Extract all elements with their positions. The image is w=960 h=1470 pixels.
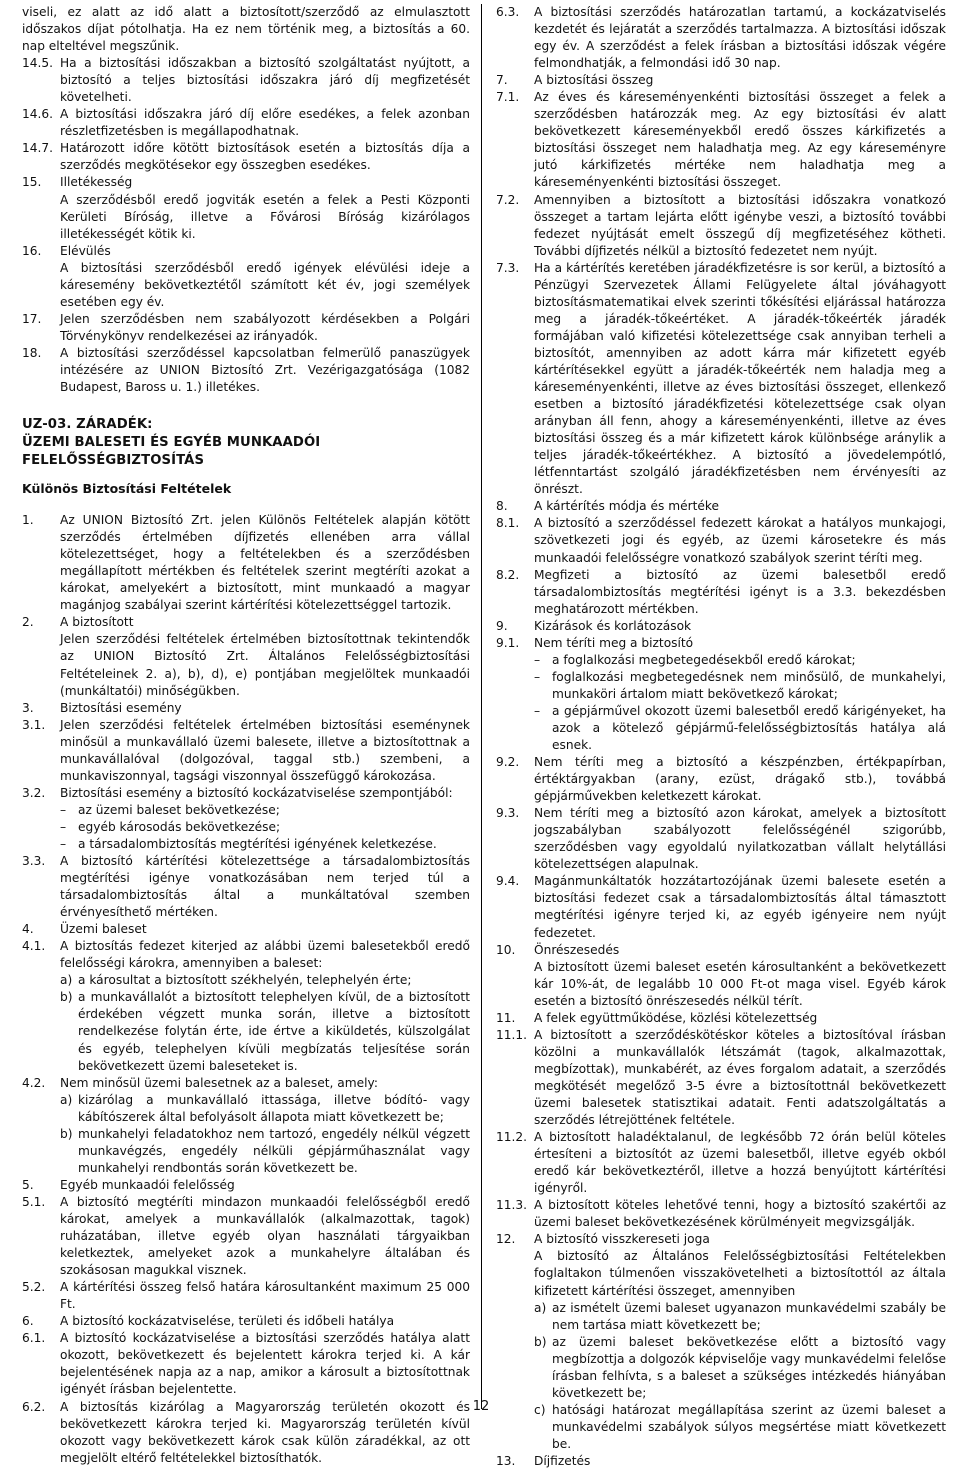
list-item-text: kizárólag a munkavállaló ittassága, illetve bódító- vagy kábítószerek által befolyásolt állapota miatt következett be; [78, 1092, 470, 1124]
left-column [22, 4, 470, 1467]
clause-text: A biztosító a szerződéssel fedezett károkat a hatályos munkajogi, szövetkezeti jogi és egyéb, az üzemi károsetekre és más munkaadói felelősségre vonatkozó szabályok szerint téríti meg. [534, 516, 946, 565]
clause-text: Elévülés [60, 243, 111, 258]
list-item [60, 1092, 470, 1126]
clause-number: 9.2. [496, 755, 520, 770]
clause-body: Jelen szerződési feltételek értelmében biztosítottnak tekintendők az UNION Biztosító Zrt. Általános Felelősségbiztosítási Feltételeinek 2. a), b), d), e) pontjában megjelöltek munkaadói (munkáltatói) minőségükben. [60, 632, 470, 698]
clause [22, 1399, 470, 1467]
clause [496, 754, 946, 805]
list-item-text: a gépjárművel okozott üzemi balesetből eredő kárigényeket, ha azok a kötelező gépjármű-felelősségbiztosítás hatálya alá esnek. [552, 703, 946, 753]
list-item [534, 1300, 946, 1334]
clause [22, 345, 470, 396]
clause [22, 785, 470, 853]
clause-number: 15. [22, 175, 42, 190]
clause-number: 5.1. [22, 1194, 46, 1209]
clause [496, 942, 946, 1010]
spacer [22, 406, 470, 416]
clause-text: A biztosító kártérítési kötelezettsége a társadalombiztosítás megtérítési igénye vonatkozásában nem terjed túl a társadalombiztosítás által a munkáltatóval szemben érvényesíthető mértéken. [60, 854, 470, 920]
clause-text: A kártérítési összeg felső határa károsultanként maximum 25 000 Ft. [60, 1280, 470, 1312]
list-item-text: a károsultat a biztosított székhelyén, telephelyén érte; [78, 973, 412, 988]
clause-text: Nem téríti meg a biztosító a készpénzben, értékpapírban, értéktárgyakban (arany, ezüst, drágakő stb.), továbbá gépjárművekben keletkezett károkat. [534, 755, 946, 804]
clause-text: A biztosítási összeg [534, 73, 654, 88]
clause [496, 498, 946, 515]
clause-number: 2. [22, 615, 34, 630]
clause [496, 260, 946, 499]
clause-number: 5.2. [22, 1280, 46, 1295]
clause [22, 1177, 470, 1194]
clause-text: Az UNION Biztosító Zrt. jelen Különös Feltételek alapján kötött szerződés értelmében díjfizetés ellenében arra vállal kötelezettséget, hogy a feltételekben és a szerződésben megállapított mértékben és feltételek szerint megtéríti azokat a károkat, amelyekért a biztosított, mint munkaadó a magyar magánjog szabályai szerint kártérítési kötelezettséggel tartozik. [60, 513, 470, 613]
list-item [60, 819, 470, 836]
list-item [534, 652, 946, 669]
clause [22, 700, 470, 717]
clause [22, 140, 470, 174]
clause [496, 515, 946, 566]
clause [22, 921, 470, 938]
clause [496, 873, 946, 941]
clause-text: Üzemi baleset [60, 922, 147, 937]
list-item-text: a foglalkozási megbetegedésekből eredő károkat; [552, 652, 856, 667]
clause-number: 8.2. [496, 567, 520, 582]
list-item-text: a társadalombiztosítás megtérítési igényének keletkezése. [78, 836, 437, 851]
list-marker: – [534, 703, 541, 718]
clause-text: A biztosított haladéktalanul, de legkésőbb 72 órán belül köteles értesíteni a biztosítót az üzemi balesetből, illetve egyéb okból eredő kár bekövetkeztéről, illetve a hozzá benyújtott kártérítési igényről. [534, 1130, 946, 1196]
clause-text: Biztosítási esemény a biztosító kockázatviselése szempontjából: [60, 785, 453, 800]
clause-number: 1. [22, 513, 34, 528]
clause [496, 1129, 946, 1197]
list-item [60, 989, 470, 1074]
clause-number: 3. [22, 700, 34, 715]
clause [496, 805, 946, 873]
clause-number: 6.3. [496, 5, 520, 19]
clause-number: 6. [22, 1314, 34, 1329]
clause-number: 6.1. [22, 1331, 46, 1346]
spacer [22, 470, 470, 480]
list-marker: – [60, 819, 67, 834]
clause-number: 14.5. [22, 56, 54, 71]
clause-text: viseli, ez alatt az idő alatt a biztosított/szerződő az elmulasztott időszakos díjat pótolhatja. Ha ez nem történik meg, a biztosítás a 60. nap elteltével megszűnik. [22, 5, 470, 54]
clause-body: A szerződésből eredő jogviták esetén a felek a Pesti Központi Kerületi Bíróság, illetve a Fővárosi Bíróság kizárólagos illetékességét kötik ki. [60, 192, 470, 241]
clause [22, 1330, 470, 1398]
list-marker: c) [534, 1402, 546, 1417]
clause [496, 89, 946, 191]
clause [496, 192, 946, 260]
clause-number: 3.3. [22, 854, 46, 869]
clause-text: Ha a biztosítási időszakban a biztosító szolgáltatást nyújtott, a biztosító a teljes biztosítási időszakra járó díj megfizetését követelheti. [60, 56, 470, 105]
list-item [60, 1126, 470, 1177]
clause [22, 1075, 470, 1177]
clause [22, 614, 470, 699]
clause-text: A biztosító visszkereseti joga [534, 1232, 710, 1247]
clause-text: Magánmunkáltatók hozzátartozójának üzemi balesete esetén a biztosítási fedezet csak a társadalombiztosítás által támasztott megtérítési igényre terjed ki, az egyéb igényeire nem nyújt fedezetet. [534, 874, 946, 940]
clause [22, 1279, 470, 1313]
page-number: 12 [472, 1399, 490, 1414]
clause [22, 174, 470, 242]
clause [496, 618, 946, 635]
list-item-text: egyéb károsodás bekövetkezése; [78, 819, 281, 834]
clause [22, 853, 470, 921]
section-title: ÜZEMI BALESETI ÉS EGYÉB MUNKAADÓI FELELŐSSÉGBIZTOSÍTÁS [22, 435, 321, 469]
clause-text: A biztosított [60, 615, 134, 630]
clause [496, 635, 946, 754]
list-item-text: munkahelyi feladatokhoz nem tartozó, engedély nélkül végzett munkavégzés, engedély nélküli gépjárműhasználat vagy munkahelyi rendbontás során következett be. [78, 1126, 470, 1175]
clause [496, 1231, 946, 1453]
list-item [534, 1334, 946, 1402]
clause-number: 16. [22, 243, 42, 258]
clause-text: A biztosított köteles lehetővé tenni, hogy a biztosító szakértői az üzemi baleset bekövetkezésének körülményeit megvizsgálják. [534, 1198, 946, 1230]
clause-text: A biztosítás kizárólag a Magyarország területén okozott és bekövetkezett károkra terjed ki. Magyarország területén kívül okozott vagy bekövetkezett károk csak külön záradékkal, az ott megjelölt eltérő feltételekkel biztosíthatók. [60, 1399, 470, 1465]
clause-number: 9. [496, 618, 508, 633]
clause-number: 14.6. [22, 107, 54, 122]
clause-text: A biztosítási szerződés határozatlan tartamú, a kockázatviselés kezdetét és lejáratát a szerződés tartalmazza. A biztosítási időszak egy év. A szerződést a felek írásban a biztosítási időszak végére felmondhatják, a felmondási idő 30 nap. [534, 5, 946, 71]
list-marker: a) [534, 1300, 547, 1315]
clause-number: 8.1. [496, 516, 520, 531]
clause-number: 7.3. [496, 260, 520, 275]
spacer [22, 396, 470, 406]
clause-number: 11. [496, 1010, 516, 1025]
list-marker: b) [60, 990, 73, 1005]
clause-body: A biztosított üzemi baleset esetén károsultanként a bekövetkezett kár 10%-át, de legalább 10 000 Ft-ot maga visel. Egyéb károk esetén a biztosító önrészesedés nélkül térít. [534, 959, 946, 1008]
list-item [534, 703, 946, 754]
clause-number: 11.1. [496, 1027, 528, 1042]
clause-text: Határozott időre kötött biztosítások esetén a biztosítás díja a szerződés megkötésekor egy összegben esedékes. [60, 141, 470, 173]
list-marker: – [60, 802, 67, 817]
clause-text: Nem téríti meg a biztosító azon károkat, amelyek a biztosított jogszabályban szabályozott felelősségénél szigorúbb, szerződésben vagy egyoldalú nyilatkozatban vállalt helytállási kötelezettségen alapulnak. [534, 806, 946, 872]
list-item-text: hatósági határozat megállapítása szerint az üzemi baleset a munkavédelmi szabályok súlyos megsértése miatt következett be. [552, 1402, 946, 1451]
clause-text: Nem téríti meg a biztosító [534, 635, 694, 650]
clause [496, 1453, 946, 1470]
clause-number: 13. [496, 1453, 516, 1468]
list-marker: b) [60, 1126, 73, 1141]
clause-text: Az éves és káreseményenkénti biztosítási összeget a felek a szerződésben határozzák meg. Az egy biztosítási év alatt bekövetkezett káreseményekből eredő összes kárkifizetés a biztosítási összeget nem haladhatja meg. Az egy káreseményre jutó kárkifizetés mértéke nem haladhatja meg a káreseményenkénti biztosítási összeget. [534, 90, 946, 190]
clause [22, 1194, 470, 1279]
list-item [534, 1402, 946, 1453]
clause-text: A biztosítási időszakra járó díj előre esedékes, a felek azonban részletfizetésben is megállapodhatnak. [60, 107, 470, 139]
clause [22, 55, 470, 106]
clause-body: A biztosító az Általános Felelősségbiztosítási Feltételekben foglaltakon túlmenően visszakövetelheti a biztosítottól az általa kifizetett kártérítési összeget, amennyiben [534, 1249, 946, 1298]
list-item [534, 669, 946, 703]
clause [22, 311, 470, 345]
clause-number: 9.3. [496, 806, 520, 821]
spacer [22, 498, 470, 508]
clause-number: 4. [22, 922, 34, 937]
clause-text: Kizárások és korlátozások [534, 618, 692, 633]
section-subtitle: Különös Biztosítási Feltételek [22, 481, 232, 497]
clause-text: A biztosított a szerződéskötéskor köteles a biztosítóval írásban közölni a munkavállalók létszámát (tagok, alkalmazottak, megbízottak), munkabérét, az éves forgalom adatait, a szerződés megkötését megelőző 3-5 évre a biztosítottnál bekövetkezett üzemi balesetek statisztikai adatait. Fenti adatszolgáltatás a szerződés létrejöttének feltétele. [534, 1027, 946, 1128]
clause-number: 5. [22, 1177, 34, 1192]
clause-text: Ha a kártérítés keretében járadékfizetésre is sor kerül, a biztosító a Pénzügyi Szervezetek Állami Felügyelete által jóváhagyott biztosításmatematikai elvek szerinti tőkésítési eljárással határozza meg a járadék-tőkeértéket. A járadék-tőkeérték járadék formájában való kifizetési kötelezettsége csak annyiban terheli a biztosítót, amennyiben az adott kárra már kifizetett egyéb kártérítésekkel együtt a járadék-tőkeérték nem haladja meg a káreseményenkénti, illetve az éves biztosítási összeget, ellenkező esetben a biztosító járadékfizetési kötelezettsége csak olyan arányban áll fenn, ahogy a káreseményenkénti, illetve az éves biztosítási összeg és a már kifizetett károk különbsége aránylik a teljes járadék-tőkeértékhez. A biztosító a jövedelempótló, létfenntartást szolgáló járadékfizetésben nem érvényesíti az önrészt. [534, 260, 946, 497]
clause-text: A biztosítási szerződéssel kapcsolatban felmerülő panaszügyek intézésére az UNION Biztosító Zrt. Vezérigazgatósága (1082 Budapest, Baross u. 1.) illetékes. [60, 345, 470, 395]
clause [496, 72, 946, 89]
clause-text: Önrészesedés [534, 942, 620, 957]
clause [496, 1197, 946, 1231]
clause-text: Jelen szerződésben nem szabályozott kérdésekben a Polgári Törvénykönyv rendelkezései az irányadók. [60, 311, 470, 343]
clause [22, 1313, 470, 1330]
clause [496, 1010, 946, 1027]
clause-text: A biztosító kockázatviselése, területi és időbeli hatálya [60, 1314, 395, 1329]
clause-text: Megfizeti a biztosító az üzemi balesetből eredő társadalombiztosítás megtérítési igényt is a 3.3. bekezdésben meghatározott mértékben. [534, 567, 946, 616]
clause-text: Nem minősül üzemi balesetnek az a baleset, amely: [60, 1075, 378, 1090]
clause-number: 4.2. [22, 1075, 46, 1090]
clause-number: 3.2. [22, 785, 46, 800]
list-item-text: foglalkozási megbetegedésnek nem minősülő, de munkahelyi, munkaköri ártalom miatt bekövetkező károkat; [552, 669, 946, 701]
clause-number: 7.2. [496, 192, 520, 207]
list-marker: a) [60, 1092, 73, 1107]
clause-body: A biztosítási szerződésből eredő igények elévülési ideje a káresemény bekövetkeztétől számított két év, jogi személyek esetében egy év. [60, 260, 470, 309]
clause-number: 6.2. [22, 1399, 46, 1414]
column-divider [481, 4, 482, 1409]
clause-text: A biztosító megtéríti mindazon munkaadói felelősségből eredő károkat, amelyek a munkavállalók (alkalmazottak, tagok) ruházatában, illetve egyéb olyan használati tárgyaikban keletkeztek, amelyeket azok a munkahelyre általában és szokásosan magukkal visznek. [60, 1194, 470, 1278]
list-marker: – [534, 652, 541, 667]
list-item [60, 802, 470, 819]
clause-text: Illetékesség [60, 175, 133, 190]
clause-number: 7. [496, 73, 508, 88]
list-item [60, 972, 470, 989]
clause [22, 717, 470, 785]
clause-number: 9.1. [496, 635, 520, 650]
list-marker: – [60, 836, 67, 851]
clause-number: 8. [496, 499, 508, 514]
clause [496, 4, 946, 72]
list-item [60, 836, 470, 853]
clause [22, 938, 470, 1074]
list-item-text: az ismételt üzemi baleset ugyanazon munkavédelmi szabály be nem tartása miatt következett be; [552, 1300, 946, 1332]
clause [496, 567, 946, 618]
clause-number: 4.1. [22, 939, 46, 954]
clause-number: 11.2. [496, 1130, 528, 1145]
list-item-text: a munkavállalót a biztosított telephelyen kívül, de a biztosított érdekében végzett munka során, illetve a biztosított rendelkezése folytán érte, ide értve a kiküldetés, külszolgálat és egyéb, telephelyen kívüli megbízatás teljesítése során bekövetkezett üzemi baleseteket is. [78, 990, 470, 1073]
clause-number: 11.3. [496, 1198, 528, 1213]
clause-text: Amennyiben a biztosított a biztosítási időszakra vonatkozó összeget a tartam lejárta előtt igénybe veszi, a biztosító további fedezet nyújtását emelt összegű díj megfizetéséhez kötheti. További díjfizetés nélkül a biztosító fedezetet nem nyújt. [534, 192, 946, 258]
list-marker: b) [534, 1334, 547, 1349]
list-marker: – [534, 669, 541, 684]
clause-text: Egyéb munkaadói felelősség [60, 1177, 235, 1192]
list-item-text: az üzemi baleset bekövetkezése; [78, 802, 280, 817]
right-column [496, 4, 946, 1470]
list-marker: a) [60, 973, 73, 988]
clause [496, 1027, 946, 1129]
clause-number: 18. [22, 345, 42, 360]
clause-text: Biztosítási esemény [60, 700, 182, 715]
clause-text: Díjfizetés [534, 1453, 591, 1468]
clause [22, 512, 470, 614]
clause-text: Jelen szerződési feltételek értelmében biztosítási eseménynek minősül a munkavállaló üzemi balesete, illetve a biztosítottnak a munkavállalóval (dolgozóval, taggal stb.) szembeni, a munkaviszonnyal, tagsági viszonnyal összefüggő károkozása. [60, 717, 470, 783]
clause-number: 12. [496, 1232, 516, 1247]
section-code: UZ-03. ZÁRADÉK: [22, 417, 153, 433]
clause [22, 243, 470, 311]
clause-text: A kártérítés módja és mértéke [534, 499, 720, 514]
clause-number: 10. [496, 942, 516, 957]
list-item-text: az üzemi baleset bekövetkezése előtt a biztosító vagy megbízottja a dolgozók képviselője vagy munkavédelmi felelőse írásban felhívta, s a baleset a szükséges intézkedés hiányában következett be; [552, 1334, 946, 1400]
clause-text: A biztosítás fedezet kiterjed az alábbi üzemi balesetekből eredő felelősségi károkra, amennyiben a baleset: [60, 939, 470, 971]
clause-text: A felek együttműködése, közlési kötelezettség [534, 1010, 818, 1025]
clause-number: 14.7. [22, 141, 54, 156]
clause [22, 106, 470, 140]
clause-number: 9.4. [496, 874, 520, 889]
clause [22, 4, 470, 55]
clause-number: 17. [22, 311, 42, 326]
clause-number: 3.1. [22, 717, 46, 732]
clause-number: 7.1. [496, 90, 520, 105]
clause-text: A biztosító kockázatviselése a biztosítási szerződés hatálya alatt okozott, bekövetkezett és bejelentett károkra terjed ki. A kár bejelentésének napja az a nap, amikor a károsult a biztosítottnak igényét írásban bejelentette. [60, 1331, 470, 1397]
